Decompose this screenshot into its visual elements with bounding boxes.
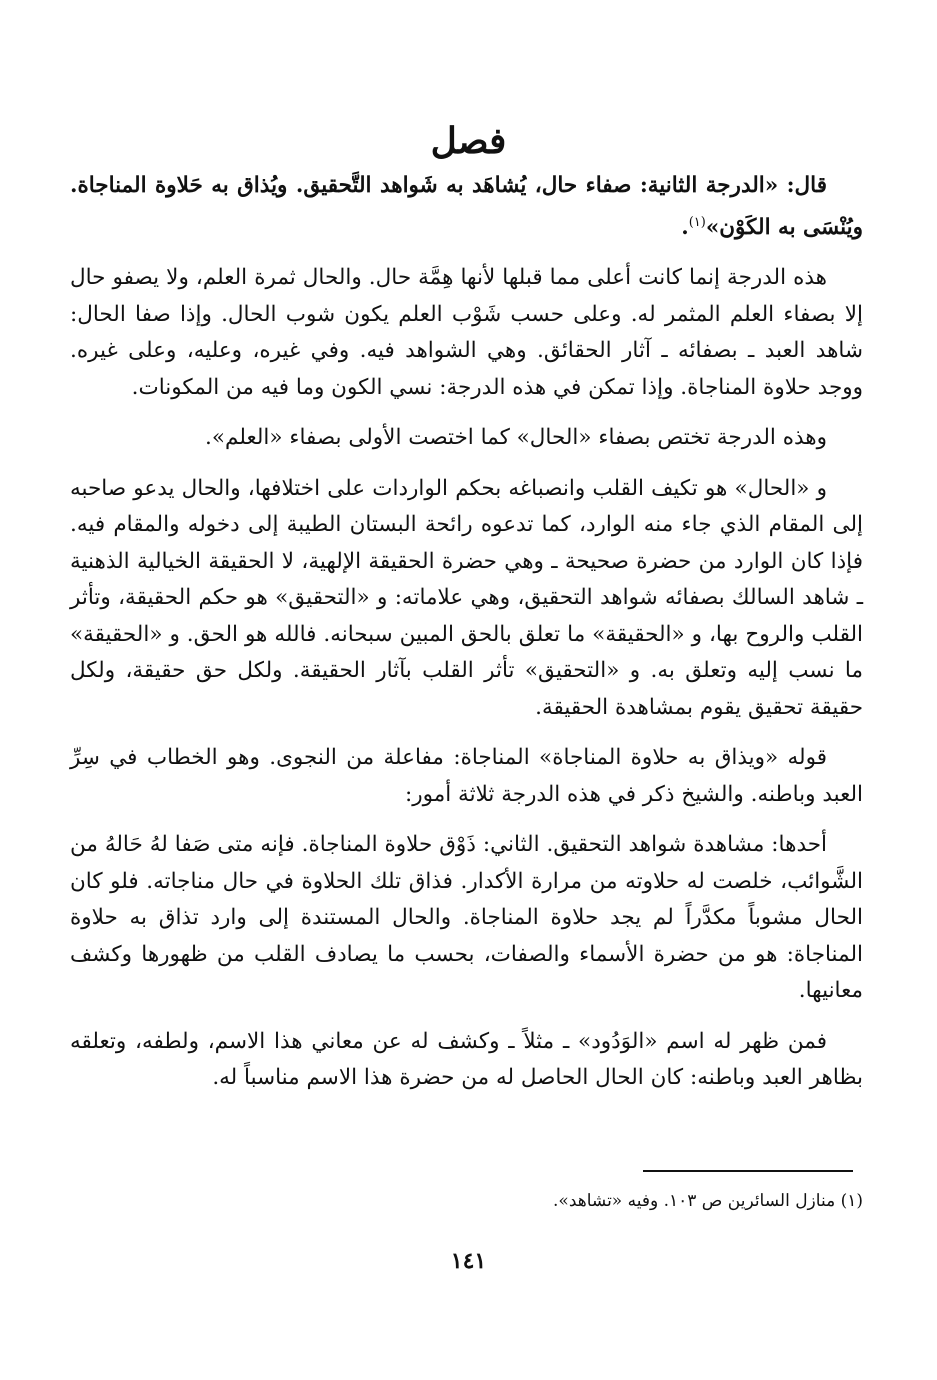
paragraph: هذه الدرجة إنما كانت أعلى مما قبلها لأنها هِمَّة حال. والحال ثمرة العلم، ولا يصفو حال إلا بصفاء العلم المثمر له. وعلى حسب شَوْب العلم يكون شوب الحال. وإذا صفا الحال: شاهد العبد ـ بصفائه ـ آثار الحقائق. وهي الشواهد فيه. وفي غيره، وعليه، وعلى غيره. ووجد حلاوة المناجاة. وإذا تمكن في هذه الدرجة: نسي الكون وما فيه من المكونات. [70,265,863,400]
quoted-statement [70,168,863,246]
footnote: (١) منازل السائرين ص ١٠٣. وفيه «تشاهد». [553,1191,863,1211]
paragraph: قوله «ويذاق به حلاوة المناجاة» المناجاة: مفاعلة من النجوى. وهو الخطاب في سِرِّ العبد وباطنه. والشيخ ذكر في هذه الدرجة ثلاثة أمور: [70,745,863,807]
footnote-divider [643,1170,853,1172]
section-heading: فصل [430,120,507,162]
paragraph: أحدها: مشاهدة شواهد التحقيق. الثاني: ذَوْق حلاوة المناجاة. فإنه متى صَفا لهُ حَالهُ من الشَّوائب، خلصت له حلاوته من مرارة الأكدار. فذاق تلك الحلاوة في حال مناجاته. فلو كان الحال مشوباً مكدَّراً لم يجد حلاوة المناجاة. والحال المستندة إلى وارد تذاق به حلاوة المناجاة: هو من حضرة الأسماء والصفات، بحسب ما يصادف القلب من ظهورها وكشف معانيها. [70,832,863,1004]
quote-text: قال: «الدرجة الثانية: صفاء حال، يُشاهَد به شَواهد التَّحقيق. ويُذاق به حَلاوة المناجاة. ويُنْسَى به الكَوْن» [70,173,863,240]
page-body [70,168,863,1111]
paragraph: فمن ظهر له اسم «الوَدُود» ـ مثلاً ـ وكشف له عن معاني هذا الاسم، ولطفه، وتعلقه بظاهر العبد وباطنه: كان الحال الحاصل له من حضرة هذا الاسم مناسباً له. [70,1028,863,1091]
footnote-marker: (١) [688,214,706,230]
paragraph: وهذه الدرجة تختص بصفاء «الحال» كما اختصت الأولى بصفاء «العلم». [205,425,827,451]
page-number: ١٤١ [450,1248,487,1274]
paragraph: و «الحال» هو تكيف القلب وانصباغه بحكم الواردات على اختلافها، والحال يدعو صاحبه إلى المقام الذي جاء منه الوارد، كما تدعوه رائحة البستان الطيبة إلى دخوله والمقام فيه. فإذا كان الوارد من حضرة صحيحة ـ وهي حضرة الحقيقة الإلهية، لا الحقيقة الخيالية الذهنية ـ شاهد السالك بصفائه شواهد التحقيق، وهي علاماته: و «التحقيق» هو حكم الحقيقة، وتأثر القلب والروح بها، و «الحقيقة» ما تعلق بالحق المبين سبحانه. فالله هو الحق. و «الحقيقة» ما نسب إليه وتعلق به. و «التحقيق» تأثر القلب بآثار الحقيقة. ولكل حق حقيقة، ولكل حقيقة تحقيق يقوم بمشاهدة الحقيقة. [70,475,863,720]
quote-end: . [681,214,689,240]
